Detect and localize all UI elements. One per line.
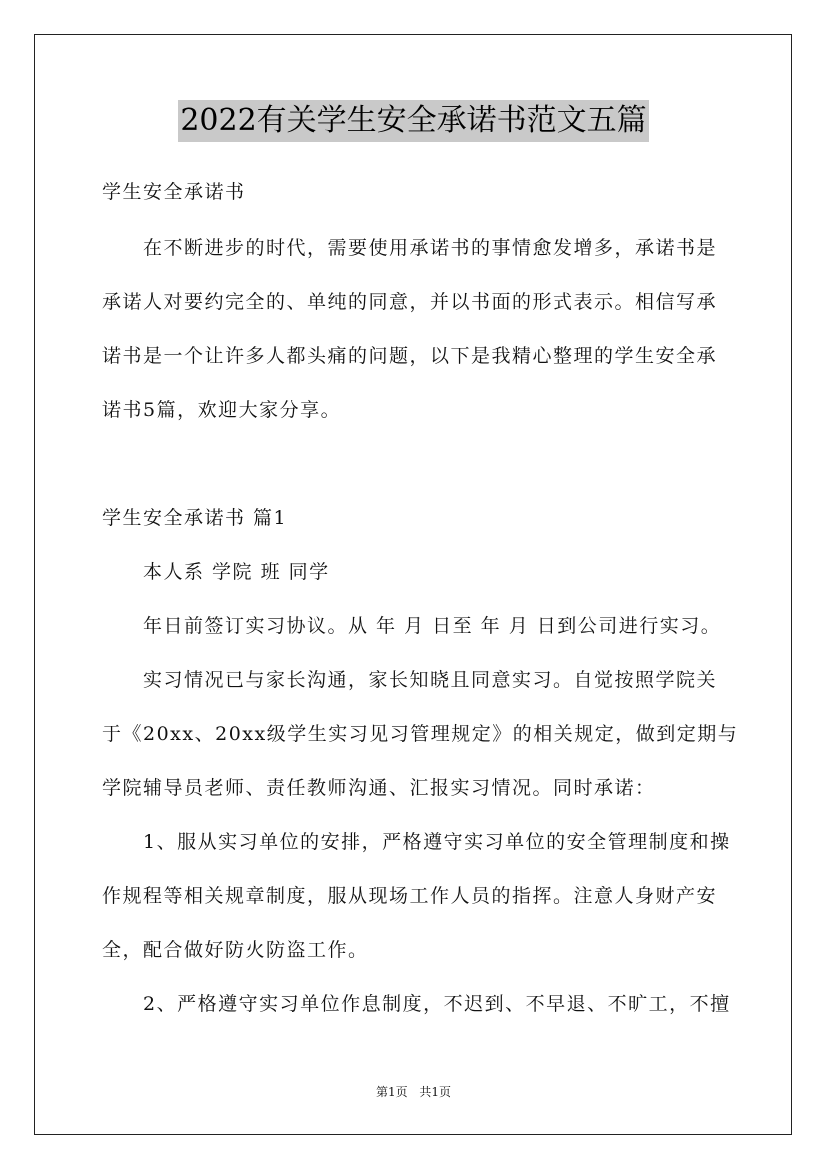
paragraph-line: 作规程等相关规章制度，服从现场工作人员的指挥。注意人身财产安	[102, 885, 718, 907]
paragraph-line: 年日前签订实习协议。从 年 月 日至 年 月 日到公司进行实习。	[143, 615, 722, 637]
page-total: 共1页	[419, 1085, 452, 1099]
section-heading: 学生安全承诺书 篇1	[102, 507, 288, 529]
paragraph-line: 2、严格遵守实习单位作息制度，不迟到、不早退、不旷工，不擅	[143, 993, 731, 1015]
paragraph-line: 在不断进步的时代，需要使用承诺书的事情愈发增多，承诺书是	[143, 237, 718, 259]
paragraph-line: 实习情况已与家长沟通，家长知晓且同意实习。自觉按照学院关	[143, 669, 718, 691]
document-title: 2022有关学生安全承诺书范文五篇	[178, 100, 648, 142]
paragraph-line: 于《20xx、20xx级学生实习见习管理规定》的相关规定，做到定期与	[102, 723, 739, 745]
paragraph-line: 承诺人对要约完全的、单纯的同意，并以书面的形式表示。相信写承	[102, 291, 718, 313]
paragraph-line: 本人系 学院 班 同学	[143, 561, 330, 583]
page-footer	[0, 1084, 827, 1100]
page-number: 第1页	[375, 1085, 408, 1099]
paragraph-line: 学院辅导员老师、责任教师沟通、汇报实习情况。同时承诺：	[102, 777, 656, 799]
paragraph-line: 诺书是一个让许多人都头痛的问题，以下是我精心整理的学生安全承	[102, 345, 718, 367]
paragraph-line: 1、服从实习单位的安排，严格遵守实习单位的安全管理制度和操	[143, 831, 731, 853]
paragraph-line: 诺书5篇，欢迎大家分享。	[102, 399, 342, 421]
paragraph-line: 全，配合做好防火防盗工作。	[102, 939, 369, 961]
section-heading: 学生安全承诺书	[102, 181, 246, 203]
title-container	[0, 100, 827, 142]
